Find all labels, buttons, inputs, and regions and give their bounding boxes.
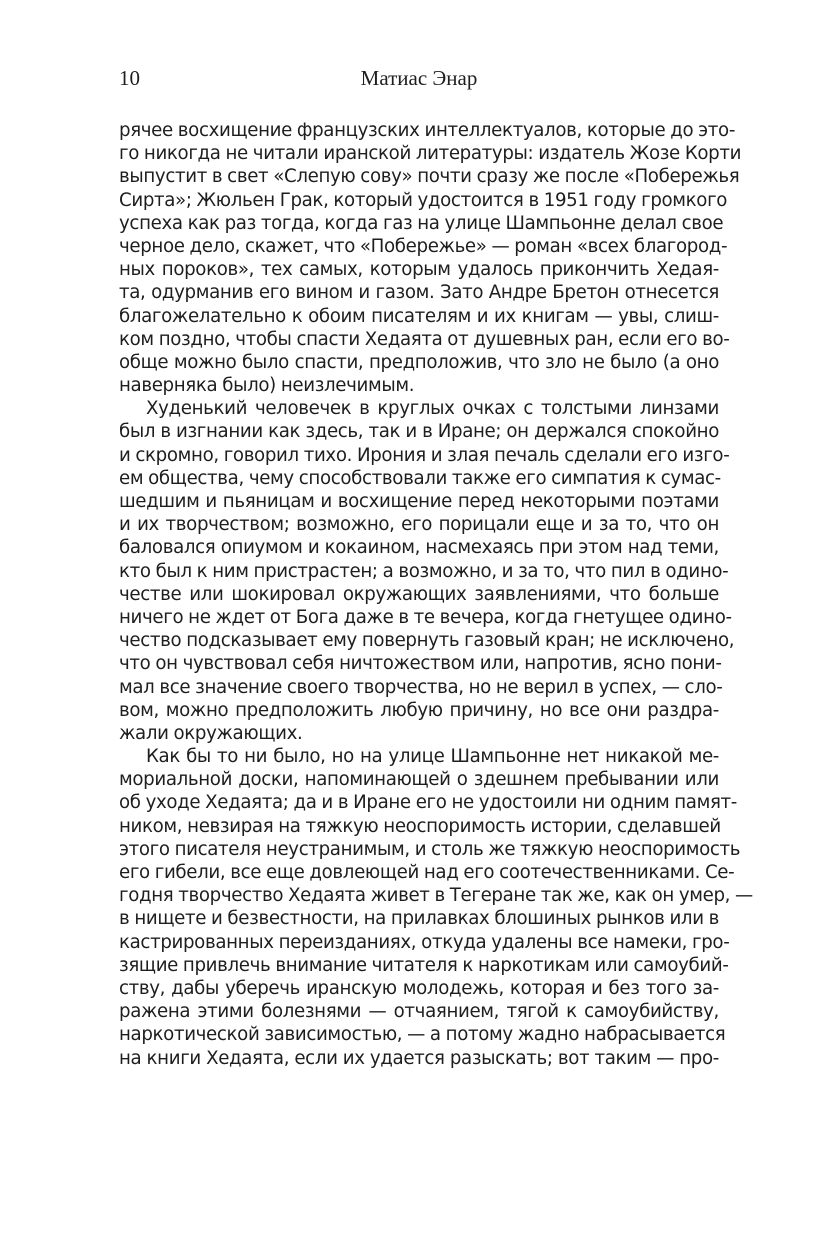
text-line: наверняка было) неизлечимым.: [119, 375, 415, 397]
text-line: кастрированных переизданиях, откуда удалены все намеки, гро-: [119, 931, 730, 953]
paragraph: [119, 397, 735, 745]
text-line: ражена этими болезнями — отчаянием, тягой к самоубийству,: [119, 1001, 719, 1023]
text-line: Худенький человечек в круглых очках с толстыми линзами: [146, 398, 719, 420]
body-text: [119, 119, 753, 1070]
text-line: честве или шокировал окружающих заявлениями, что больше: [119, 583, 719, 605]
text-line: мориальной доски, напоминающей о здешнем пребывании или: [119, 769, 719, 791]
text-line: та, одурманив его вином и газом. Зато Андре Бретон отнесется: [119, 282, 719, 304]
text-line: на книги Хедаята, если их удается разыскать; вот таким — про-: [119, 1047, 719, 1069]
text-line: мал все значение своего творчества, но не верил в успех, — сло-: [119, 676, 723, 698]
text-line: обще можно было спасти, предположив, что зло не было (а оно: [119, 351, 719, 373]
text-line: баловался опиумом и кокаином, насмехаясь при этом над теми,: [119, 537, 719, 559]
text-line: Как бы то ни было, но на улице Шампьонне нет никакой ме-: [146, 746, 719, 768]
text-line: выпустит в свет «Слепую сову» почти сразу же после «Побережья: [119, 166, 740, 188]
paragraph: [119, 745, 753, 1070]
text-line: ником, невзирая на тяжкую неоспоримость истории, сделавшей: [119, 815, 721, 837]
text-line: черное дело, скажет, что «Побережье» — роман «всех благород-: [119, 235, 728, 257]
paragraph: [119, 119, 742, 397]
text-line: рячее восхищение французских интеллектуалов, которые до это-: [119, 120, 736, 141]
text-line: ству, дабы уберечь иранскую молодежь, которая и без того за-: [119, 977, 719, 999]
text-line: ных пороков», тех самых, которым удалось прикончить Хедая-: [119, 259, 719, 281]
text-line: и их творчеством; возможно, его порицали еще и за то, что он: [119, 514, 719, 536]
running-head: [119, 64, 719, 92]
text-line: этого писателя неустранимым, и столь же тяжкую неоспоримость: [119, 838, 741, 860]
running-title: Матиас Энар: [360, 66, 478, 90]
text-line: шедшим и пьяницам и восхищение перед некоторыми поэтами: [119, 491, 719, 512]
text-line: вом, можно предположить любую причину, но все они раздра-: [119, 699, 719, 721]
text-line: ничего не ждет от Бога даже в те вечера, когда гнетущее одино-: [119, 606, 732, 628]
page-number: 10: [119, 66, 140, 90]
text-line: кто был к ним пристрастен; а возможно, и за то, что пил в одино-: [119, 560, 729, 582]
text-line: об уходе Хедаята; да и в Иране его не удостоили ни одним памят-: [119, 792, 738, 814]
text-line: его гибели, все еще довлеющей над его соотечественниками. Се-: [119, 862, 735, 883]
text-line: что он чувствовал себя ничтожеством или, напротив, ясно пони-: [119, 653, 722, 675]
text-line: благожелательно к обоим писателям и их книгам — увы, слиш-: [119, 305, 719, 327]
text-line: го никогда не читали иранской литературы: издатель Жозе Корти: [119, 143, 742, 165]
text-line: Сирта»; Жюльен Грак, который удостоится в 1951 году громкого: [119, 189, 728, 211]
text-line: наркотической зависимостью, — а потому жадно набрасывается: [119, 1024, 726, 1046]
text-line: годня творчество Хедаята живет в Тегеране так же, как он умер, —: [119, 885, 753, 907]
text-line: успеха как раз тогда, когда газ на улице Шампьонне делал свое: [119, 212, 724, 234]
text-line: чество подсказывает ему повернуть газовый кран; не исключено,: [119, 630, 735, 652]
text-line: ком поздно, чтобы спасти Хедаята от душевных ран, если его во-: [119, 328, 730, 350]
text-line: был в изгнании как здесь, так и в Иране; он держался спокойно: [119, 421, 719, 443]
text-line: ем общества, чему способствовали также его симпатия к сумас-: [119, 467, 721, 489]
text-line: и скромно, говорил тихо. Ирония и злая печаль сделали его изго-: [119, 444, 730, 466]
text-line: жали окружающих.: [119, 722, 303, 744]
text-line: в нищете и безвестности, на прилавках блошиных рынков или в: [119, 908, 719, 930]
text-line: зящие привлечь внимание читателя к наркотикам или самоубий-: [119, 954, 729, 976]
